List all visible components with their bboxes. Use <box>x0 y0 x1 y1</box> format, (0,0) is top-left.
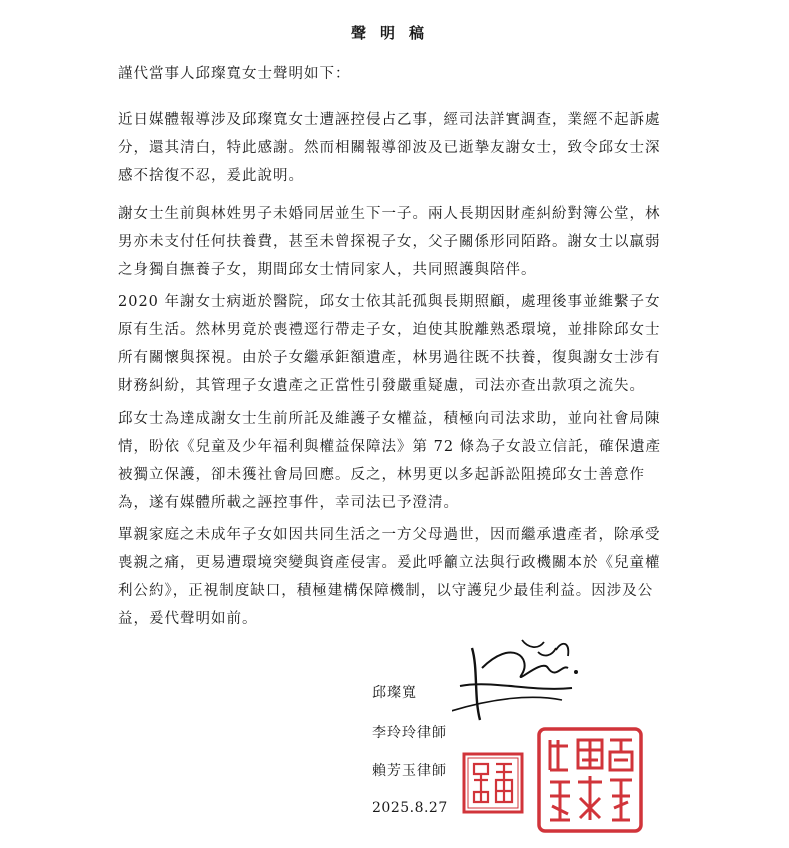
statement-date: 2025.8.27 <box>372 800 448 816</box>
intro-line: 謹代當事人邱璨寬女士聲明如下： <box>118 66 351 82</box>
handwritten-signature <box>452 628 602 728</box>
paragraph-5: 單親家庭之未成年子女如因共同生活之一方父母過世，因而繼承遺產者，除承受喪親之痛，更易遭環境突變與資產侵害。爰此呼籲立法與行政機關本於《兒童權利公約》，正視制度缺口，積極建構保障機制，以守護兒少最佳利益。因涉及公益，爰代聲明如前。 <box>118 527 661 627</box>
paragraph-4: 邱女士為達成謝女士生前所託及維護子女權益，積極向司法求助，並向社會局陳情，盼依《兒童及少年福利與權益保障法》第 72 條為子女設立信託，確保遺產被獨立保護，卻未獲社會局回應。反之，林男更以多起訴訟阻撓邱女士善意作為，遂有媒體所載之誣控事件，幸司法已予澄清。 <box>118 411 662 511</box>
paragraph-2: 謝女士生前與林姓男子未婚同居並生下一子。兩人長期因財產糾紛對簿公堂，林男亦未支付任何扶養費，甚至未曾探視子女，父子關係形同陌路。謝女士以羸弱之身獨自撫養子女，期間邱女士情同家人，共同照護與陪伴。 <box>118 206 661 278</box>
page-title: 聲明稿 <box>350 24 438 42</box>
signatory-lawyer-2: 賴芳玉律師 <box>372 763 447 779</box>
signatory-client: 邱璨寬 <box>372 685 417 701</box>
small-seal-stamp <box>462 752 524 814</box>
paragraph-1: 近日媒體報導涉及邱璨寬女士遭誣控侵占乙事，經司法詳實調查，業經不起訴處分，還其清白，特此感謝。然而相關報導卻波及已逝摯友謝女士，致令邱女士深感不捨復不忍，爰此說明。 <box>118 112 661 184</box>
signatory-lawyer-1: 李玲玲律師 <box>372 725 447 741</box>
large-seal-stamp <box>536 726 644 834</box>
paragraph-3: 2020 年謝女士病逝於醫院，邱女士依其託孤與長期照顧，處理後事並維繫子女原有生活。然林男竟於喪禮逕行帶走子女，迫使其脫離熟悉環境，並排除邱女士所有關懷與探視。由於子女繼承鉅額遺產，林男過往既不扶養，復與謝女士涉有財務糾紛，其管理子女遺產之正當性引發嚴重疑慮，司法亦查出款項之流失。 <box>118 294 661 394</box>
